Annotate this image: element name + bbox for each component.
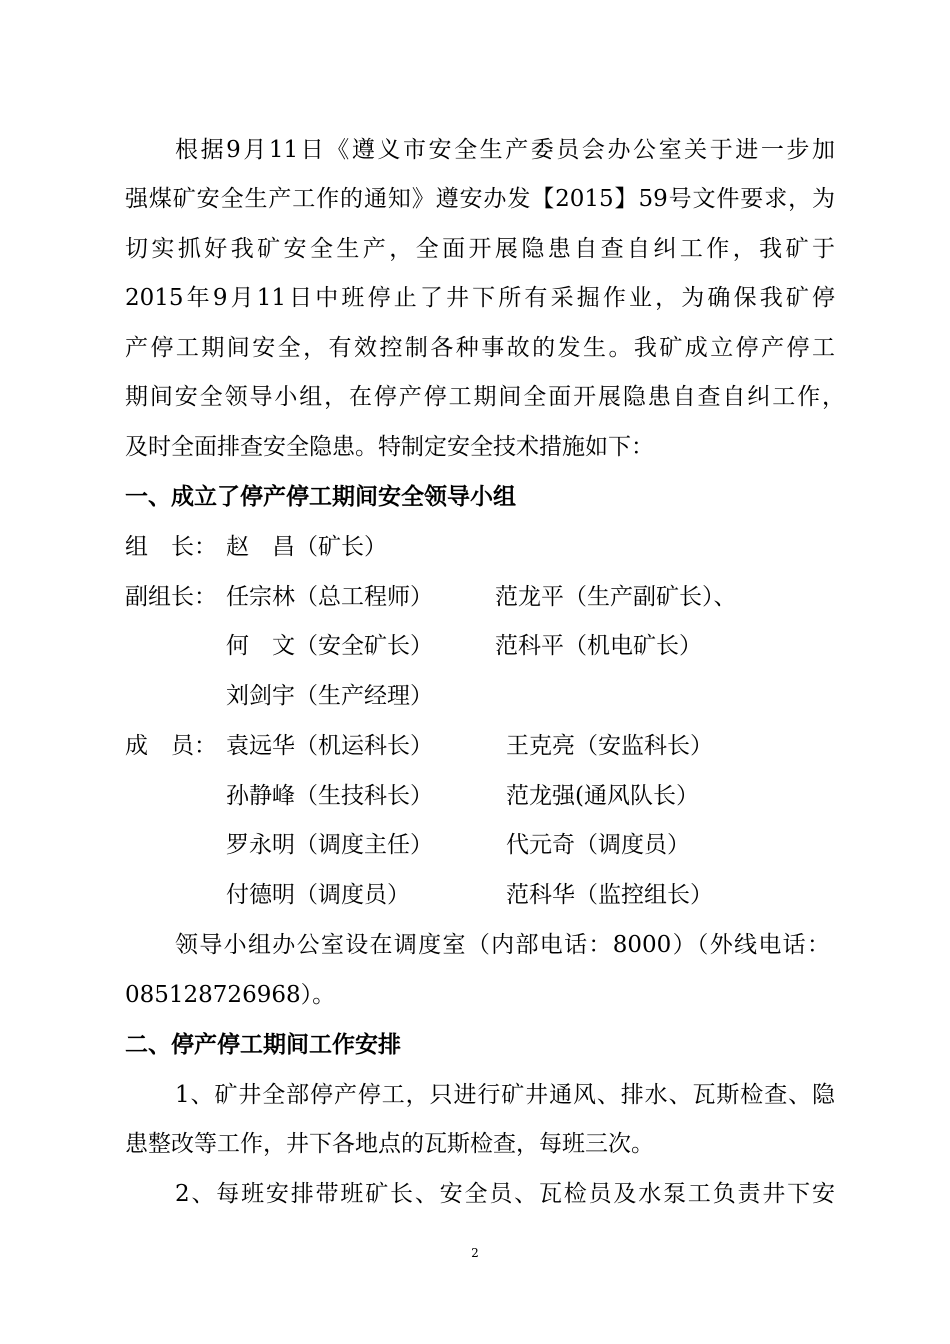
deputies-label: 副组长： — [125, 584, 217, 610]
deputy-name: 任宗林（总工程师） — [226, 584, 433, 610]
page-number: 2 — [471, 1246, 479, 1260]
office-line-1: 领导小组办公室设在调度室（内部电话：8000）（外线电话： — [175, 932, 830, 958]
section-heading-1: 一、成立了停产停工期间安全领导小组 — [125, 484, 516, 510]
member-name: 王克亮（安监科长） — [506, 733, 713, 759]
leader-name: 赵 昌（矿长） — [226, 534, 387, 560]
member-name: 孙静峰（生技科长） — [226, 783, 433, 809]
intro-line-6: 期间安全领导小组，在停产停工期间全面开展隐患自查自纠工作， — [125, 384, 845, 410]
member-name: 代元奇（调度员） — [506, 832, 690, 858]
intro-line-2: 强煤矿安全生产工作的通知》遵安办发【2015】59号文件要求，为 — [125, 186, 835, 212]
item-1-line-1: 1、矿井全部停产停工，只进行矿井通风、排水、瓦斯检查、隐 — [175, 1082, 835, 1108]
deputy-name: 刘剑宇（生产经理） — [226, 683, 433, 709]
member-name: 范科华（监控组长） — [506, 882, 713, 908]
member-name: 罗永明（调度主任） — [226, 832, 433, 858]
member-name: 袁远华（机运科长） — [226, 733, 433, 759]
intro-line-7: 及时全面排查安全隐患。特制定安全技术措施如下： — [125, 434, 654, 460]
deputy-name: 范龙平（生产副矿长）、 — [495, 584, 737, 610]
leader-label: 组 长： — [125, 534, 217, 560]
intro-line-1: 根据9月11日《遵义市安全生产委员会办公室关于进一步加 — [175, 137, 835, 163]
item-2-line-1: 2、每班安排带班矿长、安全员、瓦检员及水泵工负责井下安 — [175, 1181, 835, 1207]
members-label: 成 员： — [125, 733, 217, 759]
intro-line-4: 2015年9月11日中班停止了井下所有采掘作业，为确保我矿停 — [125, 285, 835, 311]
intro-line-3: 切实抓好我矿安全生产，全面开展隐患自查自纠工作，我矿于 — [125, 236, 835, 262]
office-line-2: 085128726968）。 — [125, 982, 336, 1008]
section-heading-2: 二、停产停工期间工作安排 — [125, 1032, 401, 1058]
intro-line-5: 产停工期间安全，有效控制各种事故的发生。我矿成立停产停工 — [125, 335, 835, 361]
deputy-name: 何 文（安全矿长） — [226, 633, 433, 659]
item-1-line-2: 患整改等工作，井下各地点的瓦斯检查，每班三次。 — [125, 1131, 654, 1157]
deputy-name: 范科平（机电矿长） — [495, 633, 702, 659]
member-name: 范龙强(通风队长） — [506, 783, 699, 809]
member-name: 付德明（调度员） — [226, 882, 410, 908]
